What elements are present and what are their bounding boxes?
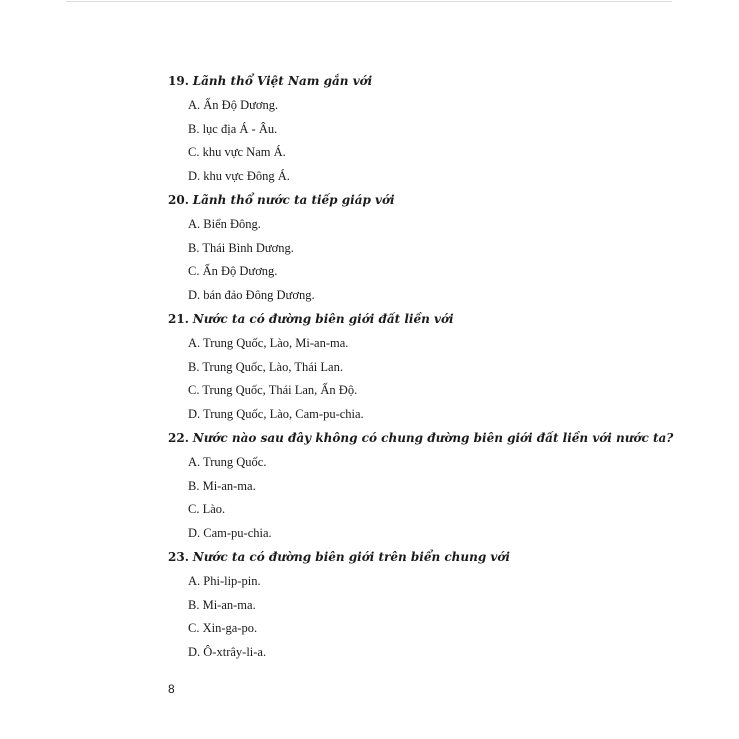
question-23	[168, 548, 688, 662]
question-number: 21.	[168, 311, 189, 326]
option-b: B. Thái Bình Dương.	[188, 240, 294, 255]
option-b: B. lục địa Á - Âu.	[188, 121, 278, 136]
question-number: 19.	[168, 74, 189, 88]
option-a: A. Trung Quốc, Lào, Mi-an-ma.	[188, 335, 349, 350]
page-number: 8	[168, 682, 175, 696]
question-text: Nước nào sau đây không có chung đường biên giới đất liền với nước ta?	[192, 430, 674, 445]
question-22	[168, 429, 688, 543]
question-text: Lãnh thổ Việt Nam gắn với	[192, 74, 373, 88]
question-number: 23.	[168, 549, 189, 564]
question-title	[168, 191, 688, 210]
option-c: C. Trung Quốc, Thái Lan, Ấn Độ.	[188, 383, 358, 398]
option-d: D. Trung Quốc, Lào, Cam-pu-chia.	[188, 407, 364, 422]
option-b: B. Mi-an-ma.	[188, 478, 256, 493]
option-a: A. Biển Đông.	[188, 216, 261, 231]
question-21	[168, 310, 688, 424]
question-text: Nước ta có đường biên giới trên biển chung với	[192, 549, 510, 564]
option-d: D. bán đảo Đông Dương.	[188, 288, 315, 303]
question-text: Lãnh thổ nước ta tiếp giáp với	[192, 192, 395, 207]
question-20	[168, 191, 688, 305]
question-title	[168, 310, 688, 329]
question-text: Nước ta có đường biên giới đất liền với	[192, 311, 454, 326]
top-divider	[66, 1, 672, 2]
question-number: 20.	[168, 192, 189, 207]
option-a: A. Trung Quốc.	[188, 454, 267, 469]
option-b: B. Mi-an-ma.	[188, 597, 256, 612]
question-title	[168, 72, 688, 91]
option-c: C. khu vực Nam Á.	[188, 145, 286, 160]
option-a: A. Ấn Độ Dương.	[188, 97, 279, 112]
option-b: B. Trung Quốc, Lào, Thái Lan.	[188, 359, 343, 374]
option-d: D. Ô-xtrây-li-a.	[188, 645, 267, 660]
option-a: A. Phi-lip-pin.	[188, 573, 261, 588]
option-c: C. Ấn Độ Dương.	[188, 264, 278, 279]
question-title	[168, 429, 688, 448]
question-title	[168, 548, 688, 567]
option-d: D. khu vực Đông Á.	[188, 169, 290, 184]
option-c: C. Lào.	[188, 502, 226, 517]
option-c: C. Xin-ga-po.	[188, 621, 258, 636]
question-19	[168, 72, 688, 186]
question-list	[168, 72, 688, 667]
option-d: D. Cam-pu-chia.	[188, 526, 272, 541]
question-number: 22.	[168, 430, 189, 445]
